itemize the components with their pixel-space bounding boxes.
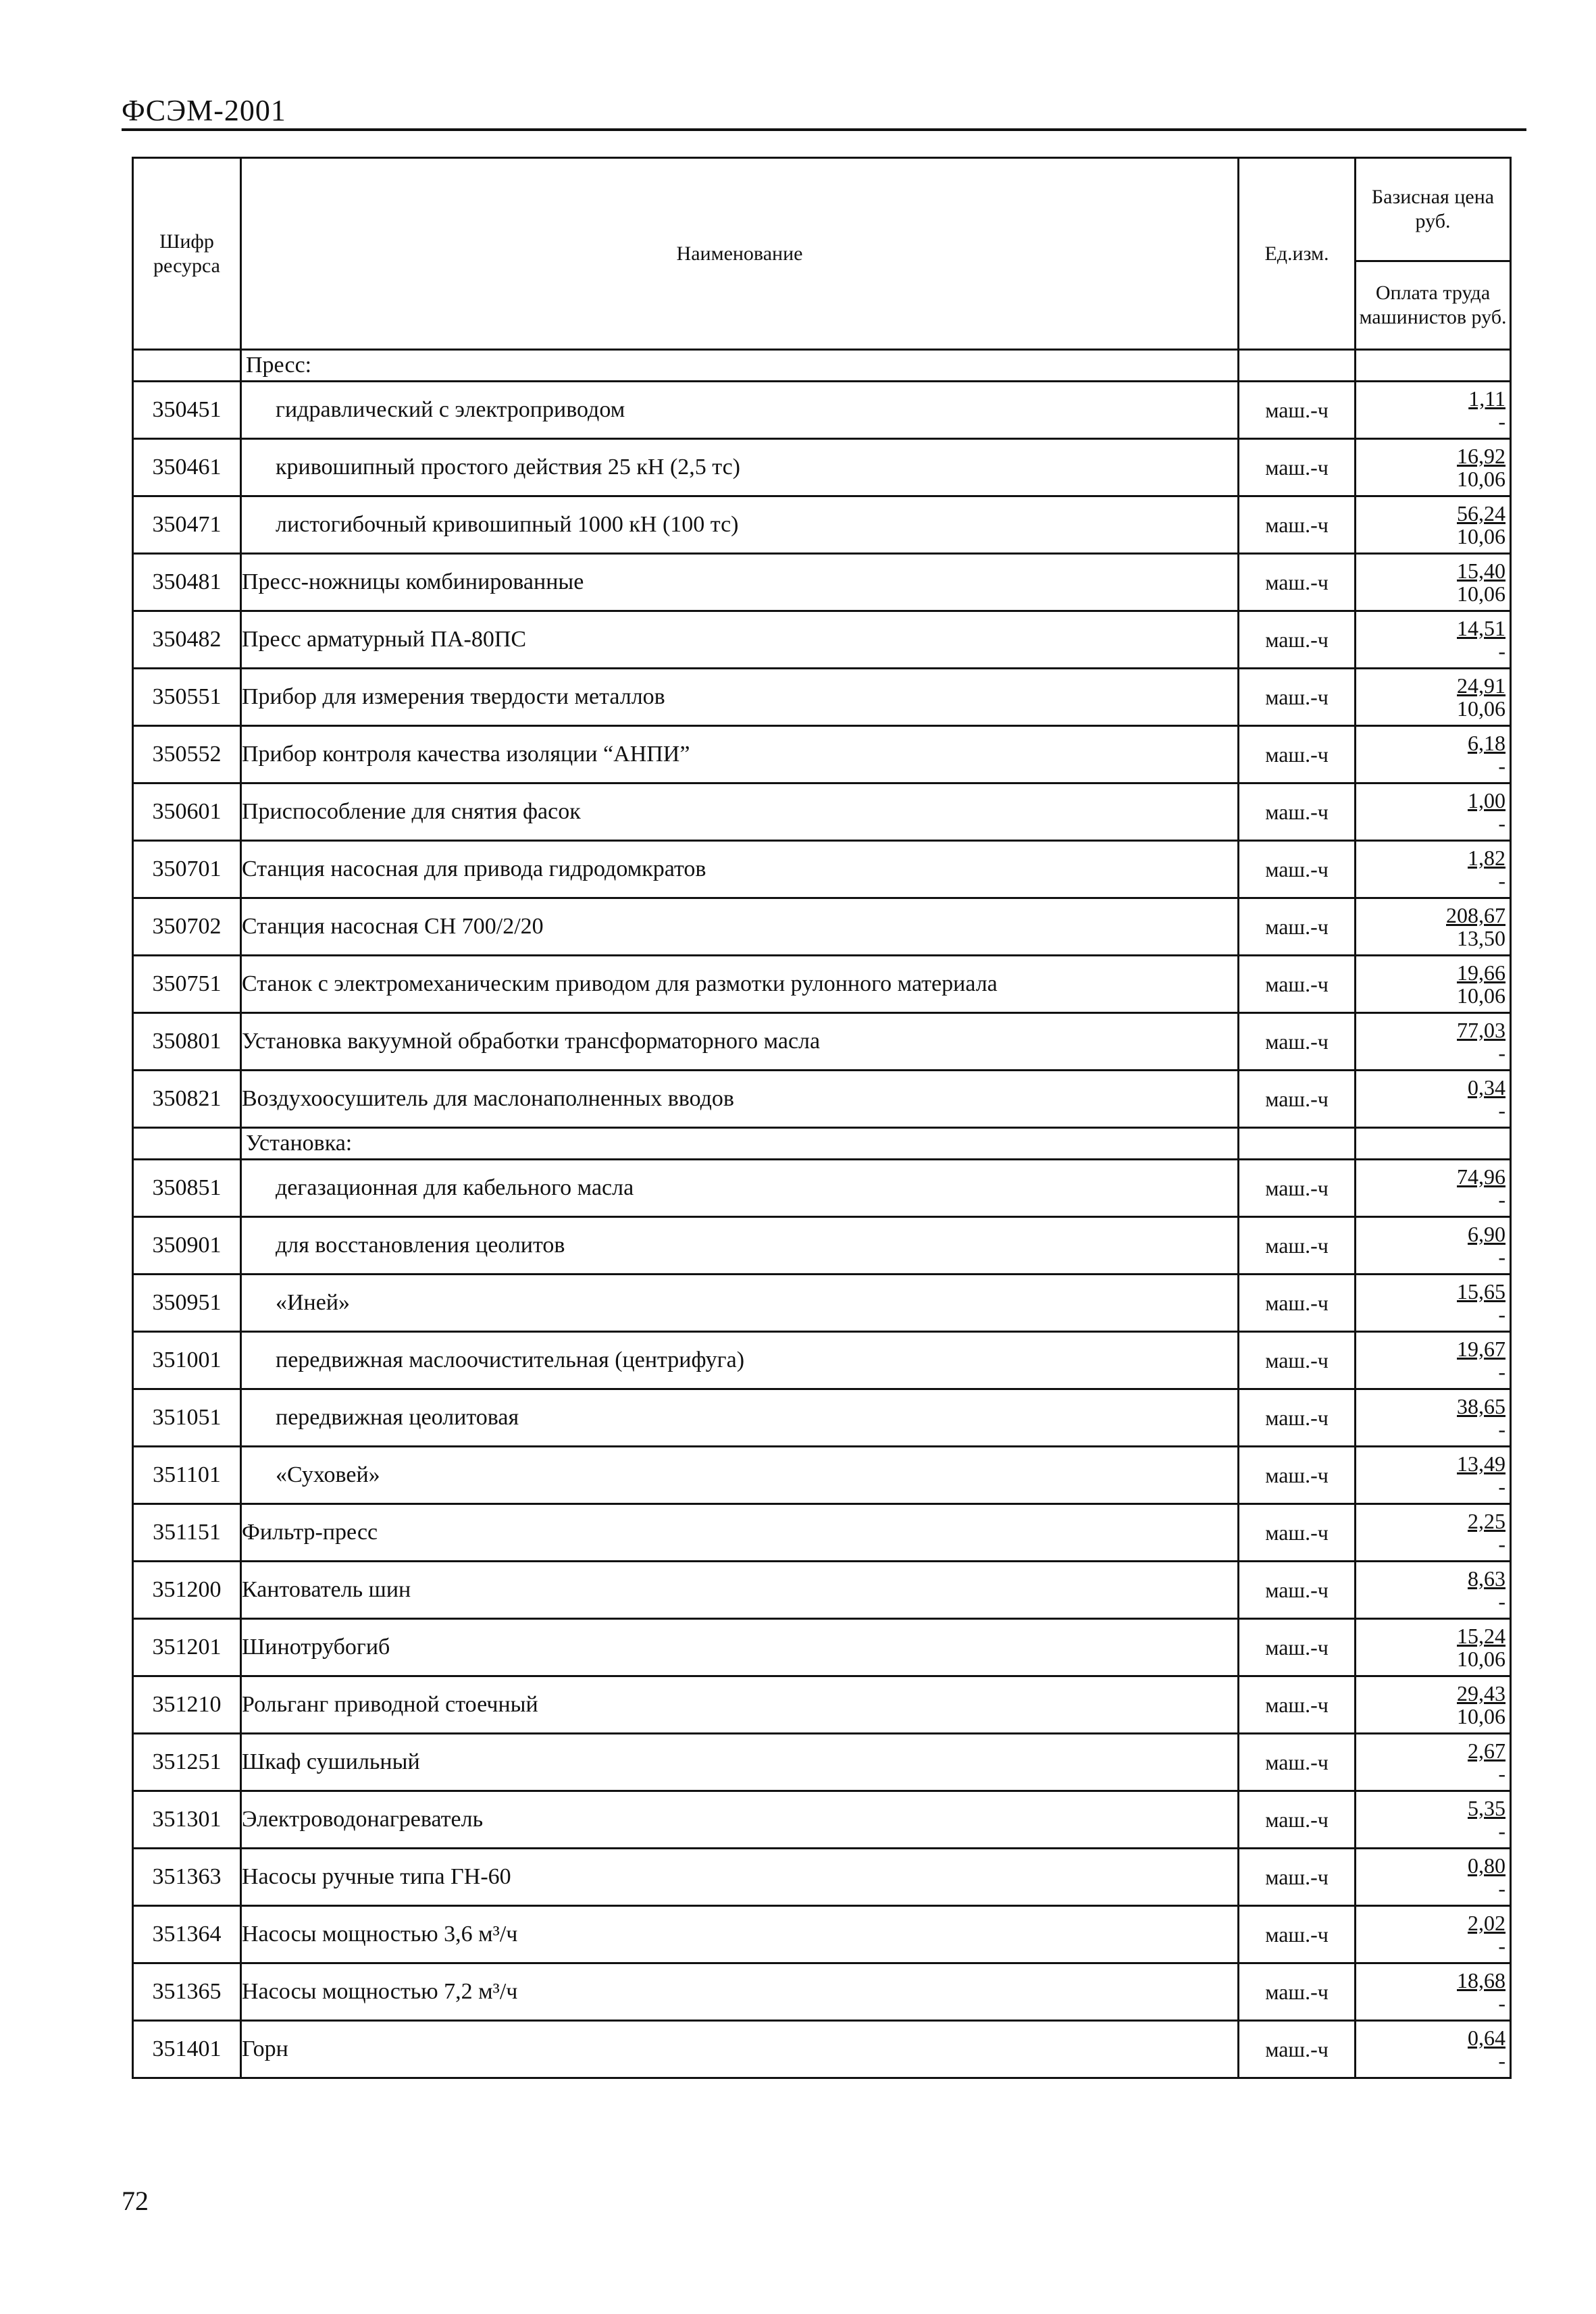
resource-name: Пресс арматурный ПА-80ПС <box>241 611 1239 669</box>
operator-pay: - <box>1498 1187 1505 1212</box>
operator-pay: 10,06 <box>1457 1704 1505 1728</box>
resource-name: Насосы ручные типа ГН-60 <box>241 1849 1239 1906</box>
resource-unit: маш.-ч <box>1239 1447 1356 1504</box>
resource-unit: маш.-ч <box>1239 669 1356 726</box>
table-row <box>133 1013 1511 1071</box>
resource-code: 350471 <box>133 496 241 554</box>
column-header-price: Базисная цена руб. <box>1356 158 1511 261</box>
resource-name: передвижная цеолитовая <box>241 1389 1239 1447</box>
operator-pay: 10,06 <box>1457 582 1505 606</box>
resource-name: Станок с электромеханическим приводом для размотки рулонного материала <box>241 956 1239 1013</box>
resource-code: 351251 <box>133 1734 241 1791</box>
operator-pay: - <box>1498 1360 1505 1384</box>
table-row <box>133 1275 1511 1332</box>
resource-unit: маш.-ч <box>1239 1849 1356 1906</box>
operator-pay: - <box>1498 869 1505 893</box>
table-row <box>133 1071 1511 1128</box>
table-row <box>133 1906 1511 1963</box>
resource-name: «Иней» <box>241 1275 1239 1332</box>
operator-pay: - <box>1498 1245 1505 1269</box>
resource-name: Шкаф сушильный <box>241 1734 1239 1791</box>
resource-code: 350552 <box>133 726 241 783</box>
column-header-name: Наименование <box>241 158 1239 350</box>
base-price: 56,24 <box>1457 501 1505 525</box>
operator-pay: - <box>1498 754 1505 778</box>
resource-name: Шинотрубогиб <box>241 1619 1239 1676</box>
table-row <box>133 439 1511 496</box>
base-price: 38,65 <box>1457 1394 1505 1418</box>
table-row <box>133 1504 1511 1562</box>
resource-code: 350461 <box>133 439 241 496</box>
operator-pay: 10,06 <box>1457 1647 1505 1671</box>
table-row <box>133 726 1511 783</box>
resource-name: Фильтр-пресс <box>241 1504 1239 1562</box>
table-row <box>133 898 1511 956</box>
table-row <box>133 669 1511 726</box>
resource-name: Установка вакуумной обработки трансформаторного масла <box>241 1013 1239 1071</box>
resource-unit: маш.-ч <box>1239 611 1356 669</box>
resource-unit: маш.-ч <box>1239 1275 1356 1332</box>
resource-name: Приспособление для снятия фасок <box>241 783 1239 841</box>
resource-code: 350901 <box>133 1217 241 1275</box>
resource-code: 351363 <box>133 1849 241 1906</box>
resource-name: Электроводонагреватель <box>241 1791 1239 1849</box>
operator-pay: - <box>1498 2049 1505 2073</box>
resource-code: 351364 <box>133 1906 241 1963</box>
table-row <box>133 1562 1511 1619</box>
resource-unit: маш.-ч <box>1239 783 1356 841</box>
operator-pay: - <box>1498 1474 1505 1499</box>
resource-code: 351201 <box>133 1619 241 1676</box>
table-row <box>133 1849 1511 1906</box>
base-price: 0,80 <box>1468 1853 1505 1878</box>
table-row <box>133 956 1511 1013</box>
resource-code: 351210 <box>133 1676 241 1734</box>
resource-unit: маш.-ч <box>1239 2021 1356 2078</box>
base-price: 2,67 <box>1468 1739 1505 1763</box>
base-price: 16,92 <box>1457 444 1505 468</box>
resource-unit: маш.-ч <box>1239 956 1356 1013</box>
resource-code: 350451 <box>133 382 241 439</box>
operator-pay: - <box>1498 1876 1505 1901</box>
resource-code: 351051 <box>133 1389 241 1447</box>
base-price: 19,66 <box>1457 960 1505 985</box>
operator-pay: 10,06 <box>1457 696 1505 721</box>
operator-pay: - <box>1498 1819 1505 1843</box>
table-row <box>133 1389 1511 1447</box>
base-price: 8,63 <box>1468 1566 1505 1591</box>
resource-unit: маш.-ч <box>1239 496 1356 554</box>
operator-pay: - <box>1498 1532 1505 1556</box>
group-label: Установка: <box>241 1128 1239 1160</box>
resource-code: 350801 <box>133 1013 241 1071</box>
resource-name: Кантователь шин <box>241 1562 1239 1619</box>
resource-unit: маш.-ч <box>1239 1562 1356 1619</box>
resource-name: Рольганг приводной стоечный <box>241 1676 1239 1734</box>
resource-table <box>132 157 1512 2079</box>
resource-name: Станция насосная СН 700/2/20 <box>241 898 1239 956</box>
base-price: 0,34 <box>1468 1075 1505 1100</box>
resource-unit: маш.-ч <box>1239 1389 1356 1447</box>
resource-name: Насосы мощностью 3,6 м³/ч <box>241 1906 1239 1963</box>
base-price: 2,02 <box>1468 1911 1505 1935</box>
base-price: 15,24 <box>1457 1624 1505 1648</box>
operator-pay: - <box>1498 1934 1505 1958</box>
resource-code: 350701 <box>133 841 241 898</box>
base-price: 74,96 <box>1457 1164 1505 1189</box>
base-price: 1,00 <box>1468 788 1505 813</box>
table-row <box>133 1217 1511 1275</box>
resource-name: Пресс-ножницы комбинированные <box>241 554 1239 611</box>
resource-code: 350851 <box>133 1160 241 1217</box>
resource-unit: маш.-ч <box>1239 726 1356 783</box>
operator-pay: - <box>1498 1589 1505 1614</box>
base-price: 15,40 <box>1457 559 1505 583</box>
resource-name: кривошипный простого действия 25 кН (2,5 тс) <box>241 439 1239 496</box>
base-price: 15,65 <box>1457 1279 1505 1304</box>
base-price: 6,18 <box>1468 731 1505 755</box>
group-label: Пресс: <box>241 350 1239 382</box>
table-row <box>133 1734 1511 1791</box>
table-row <box>133 1160 1511 1217</box>
resource-unit: маш.-ч <box>1239 1906 1356 1963</box>
operator-pay: - <box>1498 1041 1505 1065</box>
resource-unit: маш.-ч <box>1239 1160 1356 1217</box>
group-row <box>133 1128 1511 1160</box>
operator-pay: - <box>1498 409 1505 434</box>
base-price: 29,43 <box>1457 1681 1505 1705</box>
resource-code: 350551 <box>133 669 241 726</box>
table-row <box>133 1676 1511 1734</box>
operator-pay: - <box>1498 1991 1505 2015</box>
table-row <box>133 1447 1511 1504</box>
table-row <box>133 1963 1511 2021</box>
resource-unit: маш.-ч <box>1239 1332 1356 1389</box>
resource-unit: маш.-ч <box>1239 1734 1356 1791</box>
document-title: ФСЭМ-2001 <box>122 94 286 127</box>
table-row <box>133 1619 1511 1676</box>
operator-pay: - <box>1498 1302 1505 1327</box>
resource-unit: маш.-ч <box>1239 1071 1356 1128</box>
resource-code: 350702 <box>133 898 241 956</box>
table-row <box>133 1332 1511 1389</box>
resource-code: 351001 <box>133 1332 241 1389</box>
resource-unit: маш.-ч <box>1239 1619 1356 1676</box>
resource-unit: маш.-ч <box>1239 1217 1356 1275</box>
resource-unit: маш.-ч <box>1239 1504 1356 1562</box>
table-row <box>133 496 1511 554</box>
base-price: 1,82 <box>1468 846 1505 870</box>
resource-name: Станция насосная для привода гидродомкратов <box>241 841 1239 898</box>
operator-pay: - <box>1498 1098 1505 1123</box>
resource-code: 351151 <box>133 1504 241 1562</box>
resource-unit: маш.-ч <box>1239 898 1356 956</box>
resource-unit: маш.-ч <box>1239 439 1356 496</box>
resource-name: Горн <box>241 2021 1239 2078</box>
resource-code: 351365 <box>133 1963 241 2021</box>
table-row <box>133 1791 1511 1849</box>
resource-name: Воздухоосушитель для маслонаполненных вводов <box>241 1071 1239 1128</box>
resource-name: передвижная маслоочистительная (центрифуга) <box>241 1332 1239 1389</box>
operator-pay: - <box>1498 639 1505 663</box>
base-price: 1,11 <box>1468 386 1505 411</box>
operator-pay: 13,50 <box>1457 926 1505 950</box>
resource-name: Насосы мощностью 7,2 м³/ч <box>241 1963 1239 2021</box>
table-row <box>133 382 1511 439</box>
resource-code: 350951 <box>133 1275 241 1332</box>
base-price: 5,35 <box>1468 1796 1505 1820</box>
resource-code: 351301 <box>133 1791 241 1849</box>
resource-unit: маш.-ч <box>1239 1791 1356 1849</box>
table-row <box>133 554 1511 611</box>
table-row <box>133 611 1511 669</box>
base-price: 6,90 <box>1468 1222 1505 1246</box>
resource-code: 350821 <box>133 1071 241 1128</box>
page-number: 72 <box>122 2186 149 2216</box>
resource-name: Прибор для измерения твердости металлов <box>241 669 1239 726</box>
table-row <box>133 2021 1511 2078</box>
resource-name: «Суховей» <box>241 1447 1239 1504</box>
base-price: 14,51 <box>1457 616 1505 640</box>
resource-code: 351200 <box>133 1562 241 1619</box>
resource-code: 350481 <box>133 554 241 611</box>
resource-unit: маш.-ч <box>1239 554 1356 611</box>
resource-code: 351101 <box>133 1447 241 1504</box>
base-price: 0,64 <box>1468 2026 1505 2050</box>
resource-name: листогибочный кривошипный 1000 кН (100 тс) <box>241 496 1239 554</box>
resource-code: 350601 <box>133 783 241 841</box>
resource-code: 350482 <box>133 611 241 669</box>
resource-name: для восстановления цеолитов <box>241 1217 1239 1275</box>
base-price: 13,49 <box>1457 1451 1505 1476</box>
resource-code: 351401 <box>133 2021 241 2078</box>
resource-unit: маш.-ч <box>1239 841 1356 898</box>
operator-pay: - <box>1498 1417 1505 1441</box>
operator-pay: - <box>1498 1762 1505 1786</box>
table-row <box>133 783 1511 841</box>
header-rule <box>122 128 1526 131</box>
group-row <box>133 350 1511 382</box>
resource-name: гидравлический с электроприводом <box>241 382 1239 439</box>
column-header-code: Шифр ресурса <box>133 158 241 350</box>
base-price: 77,03 <box>1457 1018 1505 1042</box>
base-price: 18,68 <box>1457 1968 1505 1992</box>
base-price: 208,67 <box>1446 903 1505 927</box>
operator-pay: 10,06 <box>1457 983 1505 1008</box>
resource-name: Прибор контроля качества изоляции “АНПИ” <box>241 726 1239 783</box>
resource-unit: маш.-ч <box>1239 1013 1356 1071</box>
operator-pay: - <box>1498 811 1505 835</box>
resource-name: дегазационная для кабельного масла <box>241 1160 1239 1217</box>
resource-unit: маш.-ч <box>1239 382 1356 439</box>
table-row <box>133 841 1511 898</box>
operator-pay: 10,06 <box>1457 467 1505 491</box>
base-price: 19,67 <box>1457 1337 1505 1361</box>
base-price: 2,25 <box>1468 1509 1505 1533</box>
resource-code: 350751 <box>133 956 241 1013</box>
column-header-pay: Оплата труда машинистов руб. <box>1356 261 1511 350</box>
resource-unit: маш.-ч <box>1239 1676 1356 1734</box>
resource-unit: маш.-ч <box>1239 1963 1356 2021</box>
base-price: 24,91 <box>1457 673 1505 698</box>
operator-pay: 10,06 <box>1457 524 1505 548</box>
column-header-unit: Ед.изм. <box>1239 158 1356 350</box>
